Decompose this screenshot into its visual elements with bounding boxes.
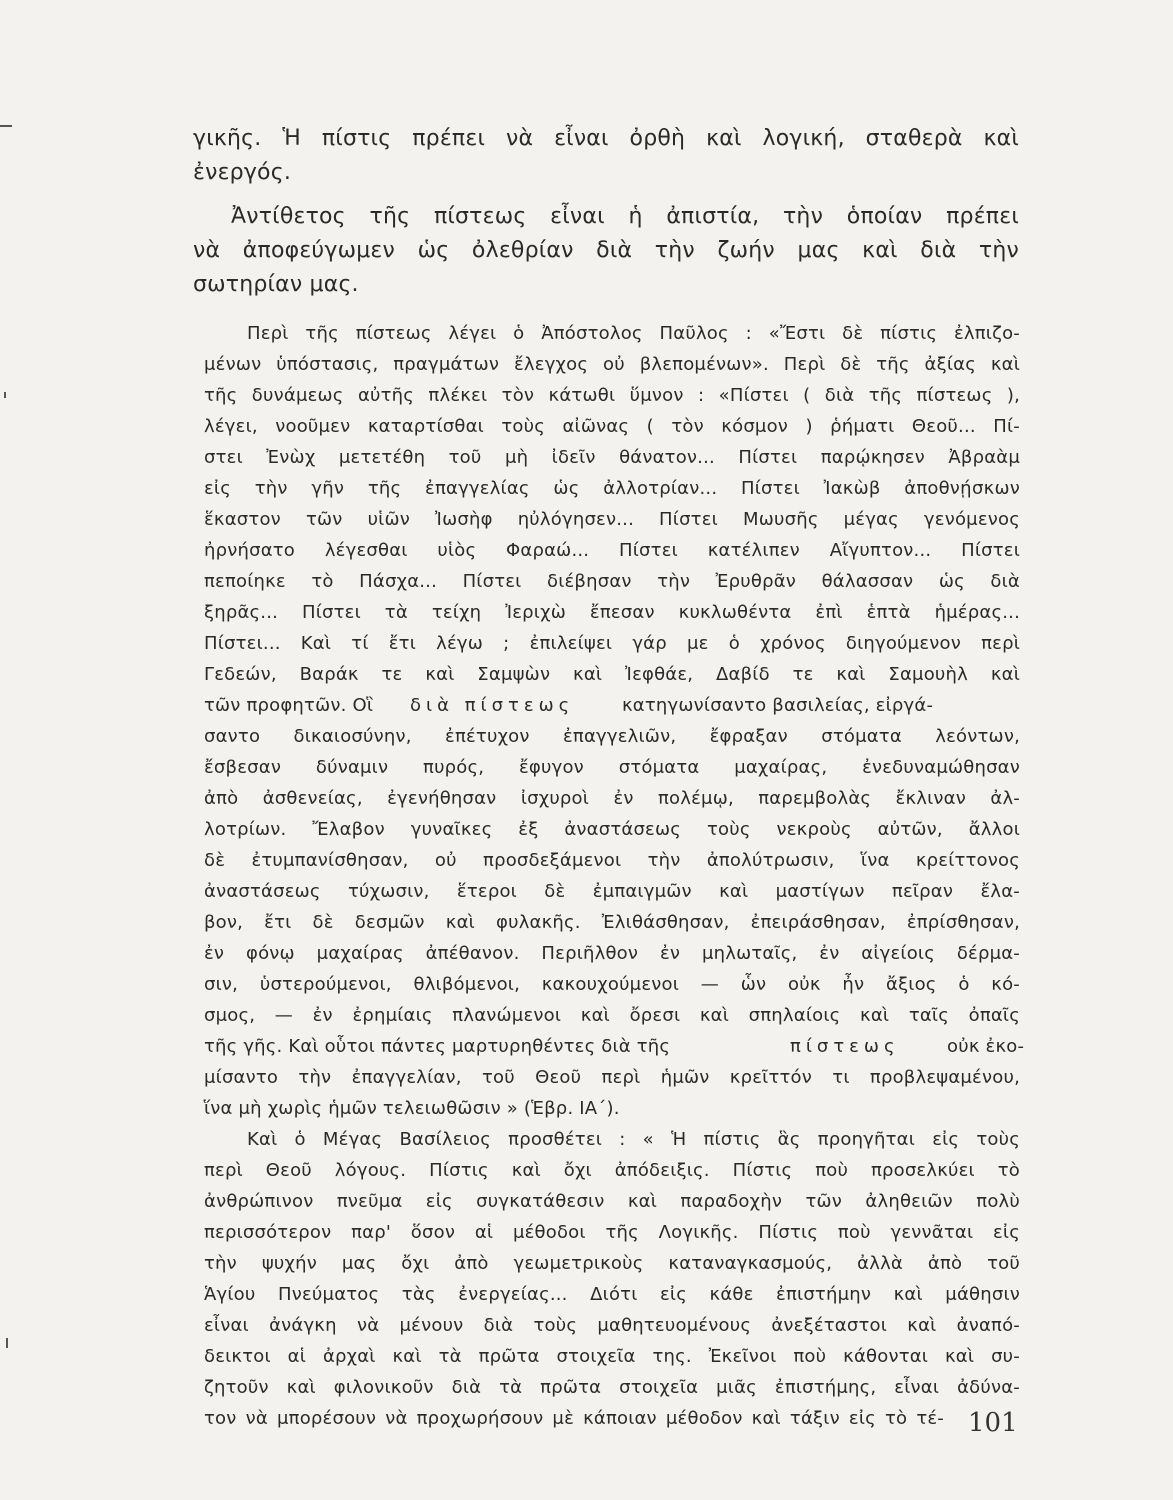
text-line-5: σωτηρίαν μας. (193, 272, 359, 297)
text-line-13: ἠρνήσατο λέγεσθαι υἱὸς Φαραώ... Πίστει κατέλιπεν Αἴγυπτον... Πίστει (204, 540, 1020, 561)
text-line-37: Ἁγίου Πνεύματος τὰς ἐνεργείας... Διότι εἰς κάθε ἐπιστήμην καὶ μάθησιν (204, 1284, 1020, 1305)
text-line-38: εἶναι ἀνάγκη νὰ μένουν διὰ τοὺς μαθητευομένους ἀνεξέταστοι καὶ ἀναπό- (204, 1315, 1020, 1336)
text-line-29a: τῆς γῆς. Καὶ οὗτοι πάντες μαρτυρηθέντες διὰ τῆς (204, 1036, 671, 1057)
text-line-33: περὶ Θεοῦ λόγους. Πίστις καὶ ὄχι ἀπόδειξις. Πίστις ποὺ προσελκύει τὸ (204, 1160, 1020, 1181)
text-line-27: σιν, ὑστερούμενοι, θλιβόμενοι, κακουχούμενοι — ὧν οὐκ ἦν ἄξιος ὁ κό- (204, 974, 1020, 995)
text-line-10: στει Ἐνὼχ μετετέθη τοῦ μὴ ἰδεῖν θάνατον... Πίστει παρῴκησεν Ἀβραὰμ (204, 447, 1020, 468)
text-line-29c: οὐκ ἐκο- (947, 1036, 1025, 1057)
text-line-28: σμος, — ἐν ἐρημίαις πλανώμενοι καὶ ὄρεσι καὶ σπηλαίοις καὶ ταῖς ὀπαῖς (204, 1005, 1020, 1026)
text-line-18a: τῶν προφητῶν. Οἳ (204, 695, 374, 716)
text-line-22: λοτρίων. Ἔλαβον γυναῖκες ἐξ ἀναστάσεως τοὺς νεκροὺς αὐτῶν, ἄλλοι (204, 819, 1020, 840)
text-line-1: γικῆς. Ἡ πίστις πρέπει νὰ εἶναι ὀρθὴ καὶ λογική, σταθερὰ καὶ (193, 126, 1019, 151)
text-line-29b-spaced: πίστεως (790, 1036, 900, 1057)
text-line-41: τον νὰ μπορέσουν νὰ προχωρήσουν μὲ κάποιαν μέθοδον καὶ τάξιν εἰς τὸ τέ- (204, 1408, 944, 1429)
text-line-36: τὴν ψυχήν μας ὄχι ἀπὸ γεωμετρικοὺς καταναγκασμούς, ἀλλὰ ἀπὸ τοῦ (204, 1253, 1020, 1274)
text-line-24: ἀναστάσεως τύχωσιν, ἕτεροι δὲ ἐμπαιγμῶν καὶ μαστίγων πεῖραν ἔλα- (204, 881, 1020, 902)
text-line-31: ἵνα μὴ χωρὶς ἡμῶν τελειωθῶσιν » (Ἑβρ. ΙΑ΄). (204, 1098, 620, 1119)
text-line-2: ἐνεργός. (193, 160, 292, 185)
scan-mark-top (0, 125, 12, 127)
text-line-14: πεποίηκε τὸ Πάσχα... Πίστει διέβησαν τὴν Ἐρυθρᾶν θάλασσαν ὡς διὰ (204, 571, 1020, 592)
text-line-16: Πίστει... Καὶ τί ἔτι λέγω ; ἐπιλείψει γάρ με ὁ χρόνος διηγούμενον περὶ (204, 633, 1020, 654)
text-line-34: ἀνθρώπινον πνεῦμα εἰς συγκατάθεσιν καὶ παραδοχὴν τῶν ἀληθειῶν πολὺ (204, 1191, 1020, 1212)
text-line-35: περισσότερον παρ' ὅσον αἱ μέθοδοι τῆς Λογικῆς. Πίστις ποὺ γεννᾶται εἰς (204, 1222, 1020, 1243)
text-line-20: ἔσβεσαν δύναμιν πυρός, ἔφυγον στόματα μαχαίρας, ἐνεδυναμώθησαν (204, 757, 1020, 778)
scan-mark-bottom (6, 1338, 8, 1348)
text-line-6: Περὶ τῆς πίστεως λέγει ὁ Ἀπόστολος Παῦλος : «Ἔστι δὲ πίστις ἐλπιζο- (247, 323, 1020, 344)
text-line-3: Ἀντίθετος τῆς πίστεως εἶναι ἡ ἀπιστία, τὴν ὁποίαν πρέπει (231, 204, 1019, 229)
text-line-19: σαντο δικαιοσύνην, ἐπέτυχον ἐπαγγελιῶν, ἔφραξαν στόματα λεόντων, (204, 726, 1020, 747)
text-line-18c: κατηγωνίσαντο βασιλείας, εἰργά- (622, 695, 934, 716)
text-line-21: ἀπὸ ἀσθενείας, ἐγενήθησαν ἰσχυροὶ ἐν πολέμῳ, παρεμβολὰς ἔκλιναν ἀλ- (204, 788, 1020, 809)
text-line-4: νὰ ἀποφεύγωμεν ὡς ὀλεθρίαν διὰ τὴν ζωήν μας καὶ διὰ τὴν (193, 238, 1019, 263)
text-line-12: ἕκαστον τῶν υἱῶν Ἰωσὴφ ηὐλόγησεν... Πίστει Μωυσῆς μέγας γενόμενος (204, 509, 1020, 530)
text-line-18b-spaced: διὰ πίστεως (410, 695, 575, 716)
text-line-9: λέγει, νοοῦμεν καταρτίσθαι τοὺς αἰῶνας ( τὸν κόσμον ) ῥήματι Θεοῦ... Πί- (204, 416, 1020, 437)
text-line-26: ἐν φόνῳ μαχαίρας ἀπέθανον. Περιῆλθον ἐν μηλωταῖς, ἐν αἰγείοις δέρμα- (204, 943, 1020, 964)
text-line-30: μίσαντο τὴν ἐπαγγελίαν, τοῦ Θεοῦ περὶ ἡμῶν κρεῖττόν τι προβλεψαμένου, (204, 1067, 1020, 1088)
page-number: 101 (968, 1408, 1018, 1438)
text-line-8: τῆς δυνάμεως αὐτῆς πλέκει τὸν κάτωθι ὕμνον : «Πίστει ( διὰ τῆς πίστεως ), (204, 385, 1020, 406)
text-line-32: Καὶ ὁ Μέγας Βασίλειος προσθέτει : « Ἡ πίστις ἃς προηγῆται εἰς τοὺς (247, 1129, 1020, 1150)
text-line-11: εἰς τὴν γῆν τῆς ἐπαγγελίας ὡς ἀλλοτρίαν... Πίστει Ἰακὼβ ἀποθνῄσκων (204, 478, 1020, 499)
scan-mark-middle (4, 392, 6, 398)
text-line-7: μένων ὑπόστασις, πραγμάτων ἔλεγχος οὐ βλεπομένων». Περὶ δὲ τῆς ἀξίας καὶ (204, 354, 1020, 375)
text-line-17: Γεδεών, Βαράκ τε καὶ Σαμψὼν καὶ Ἰεφθάε, Δαβίδ τε καὶ Σαμουὴλ καὶ (204, 664, 1020, 685)
text-line-39: δεικτοι αἱ ἀρχαὶ καὶ τὰ πρῶτα στοιχεῖα της. Ἐκεῖνοι ποὺ κάθονται καὶ συ- (204, 1346, 1020, 1367)
text-line-23: δὲ ἐτυμπανίσθησαν, οὐ προσδεξάμενοι τὴν ἀπολύτρωσιν, ἵνα κρείττονος (204, 850, 1020, 871)
text-line-25: βον, ἔτι δὲ δεσμῶν καὶ φυλακῆς. Ἐλιθάσθησαν, ἐπειράσθησαν, ἐπρίσθησαν, (204, 912, 1020, 933)
text-line-15: ξηρᾶς... Πίστει τὰ τείχη Ἰεριχὼ ἔπεσαν κυκλωθέντα ἐπὶ ἑπτὰ ἡμέρας... (204, 602, 1020, 623)
text-line-40: ζητοῦν καὶ φιλονικοῦν διὰ τὰ πρῶτα στοιχεῖα μιᾶς ἐπιστήμης, εἶναι ἀδύνα- (204, 1377, 1020, 1398)
